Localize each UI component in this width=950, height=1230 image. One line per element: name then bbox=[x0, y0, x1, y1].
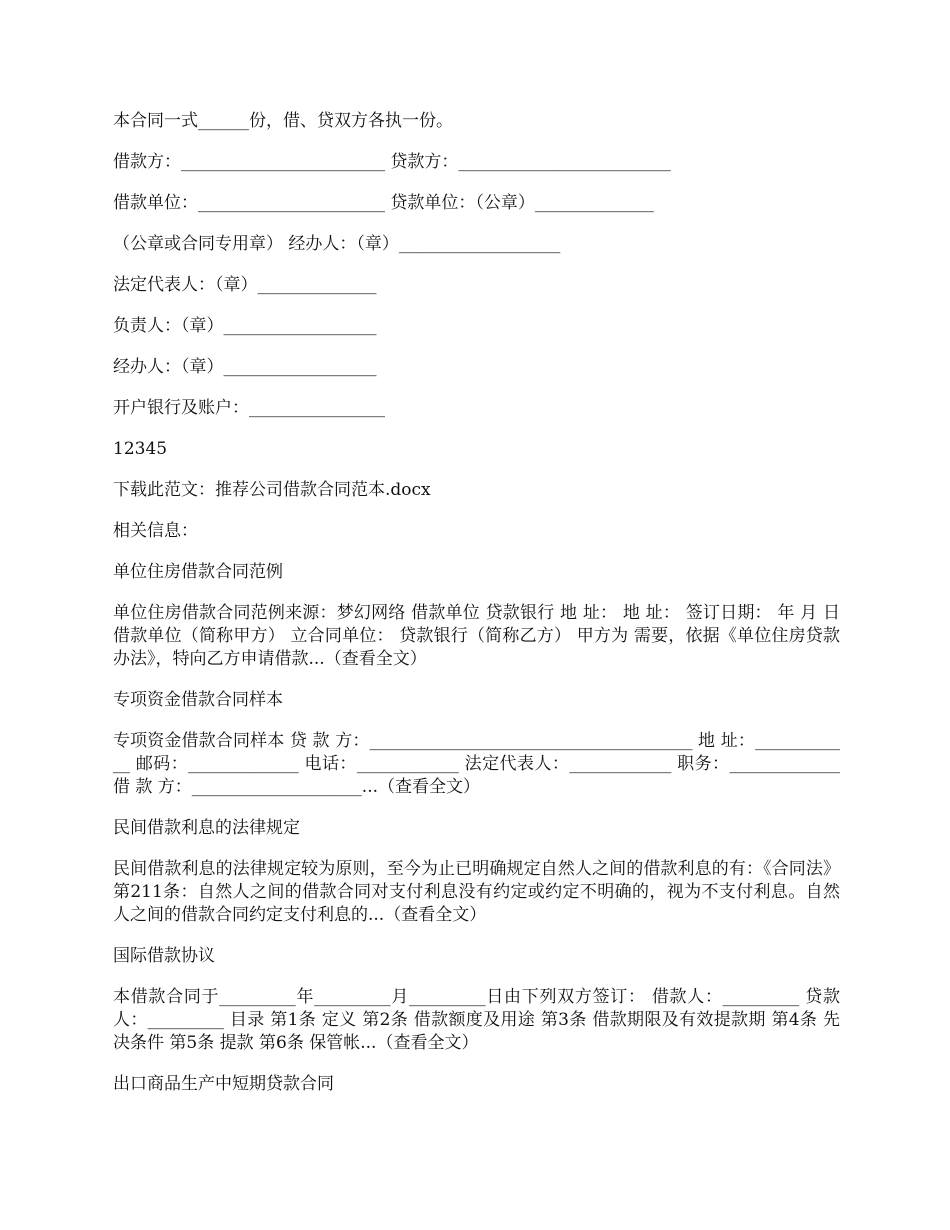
bank-account-line: 开户银行及账户：________________ bbox=[113, 398, 385, 418]
download-link[interactable]: 下载此范文：推荐公司借款合同范本.docx bbox=[113, 480, 431, 500]
borrower-lender-unit-line: 借款单位：______________________ 贷款单位：（公章）______________ bbox=[113, 193, 654, 213]
document-body bbox=[113, 110, 846, 1114]
page-numbers: 12345 bbox=[113, 439, 168, 459]
related-title[interactable]: 民间借款利息的法律规定 bbox=[113, 818, 300, 838]
related-summary: 民间借款利息的法律规定较为原则，至今为止已明确规定自然人之间的借款利息的有：《合同法》第211条：自然人之间的借款合同对支付利息没有约定或约定不明确的，视为不支付利息。自然人之间的借款合同约定支付利息的...（查看全文） bbox=[113, 859, 840, 925]
related-summary: 专项资金借款合同样本 贷 款 方：______________________________________ 地 址：____________ 邮码：_____________ 电话：____________ 法定代表人：____________ 职务：_____________ 借 款 方：____________________...（查看全文） bbox=[113, 731, 846, 797]
handler-line: 经办人：（章）__________________ bbox=[113, 357, 377, 377]
related-summary: 本借款合同于_________年_________月_________日由下列双方签订： 借款人：_________ 贷款人：_________ 目录 第1条 定义 第2条 借款额度及用途 第3条 借款期限及有效提款期 第4条 先决条件 第5条 提款 第6条 保管帐...（查看全文） bbox=[113, 987, 840, 1053]
copies-clause: 本合同一式______份，借、贷双方各执一份。 bbox=[113, 111, 453, 131]
seal-handler-line: （公章或合同专用章） 经办人：（章）___________________ bbox=[113, 234, 561, 254]
legal-representative-line: 法定代表人：（章）______________ bbox=[113, 275, 377, 295]
related-summary: 单位住房借款合同范例来源：梦幻网络 借款单位 贷款银行 地 址： 地 址： 签订日期： 年 月 日 借款单位（简称甲方） 立合同单位： 贷款银行（简称乙方） 甲方为 需要，依据《单位住房贷款办法》，特向乙方申请借款...（查看全文） bbox=[113, 603, 846, 669]
related-title[interactable]: 单位住房借款合同范例 bbox=[113, 562, 283, 582]
related-title[interactable]: 国际借款协议 bbox=[113, 946, 215, 966]
responsible-person-line: 负责人：（章）__________________ bbox=[113, 316, 377, 336]
related-title[interactable]: 出口商品生产中短期贷款合同 bbox=[113, 1074, 334, 1094]
borrower-lender-line: 借款方：________________________ 贷款方：_________________________ bbox=[113, 152, 671, 172]
related-info-heading: 相关信息： bbox=[113, 521, 198, 541]
related-title[interactable]: 专项资金借款合同样本 bbox=[113, 690, 283, 710]
